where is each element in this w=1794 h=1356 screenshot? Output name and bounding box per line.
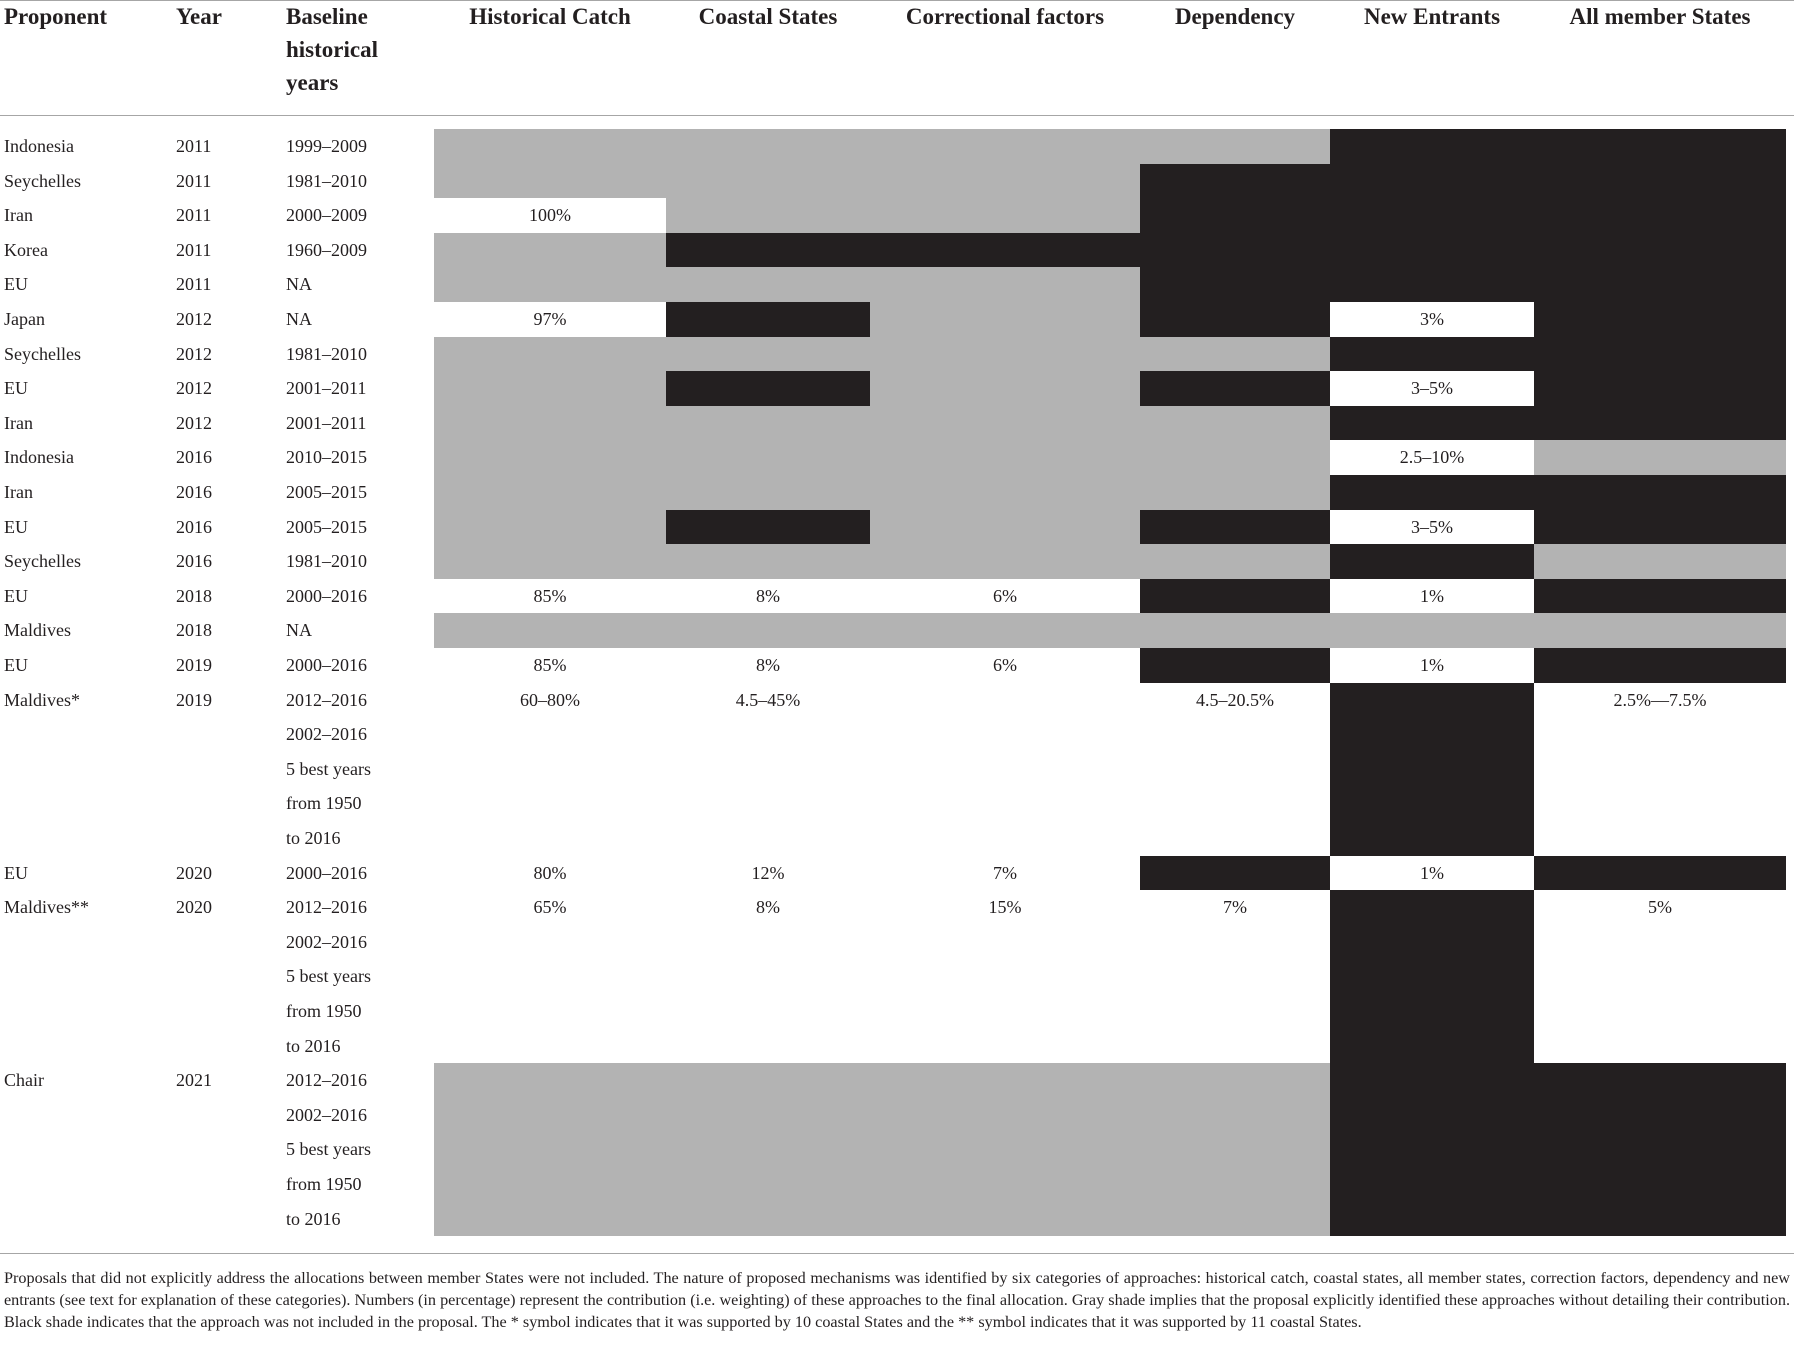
cell-new-entrants	[1330, 129, 1534, 164]
cell-all-member-states	[1534, 302, 1786, 337]
cell-value-dependency: 7%	[1223, 897, 1247, 918]
cell-all-member-states	[1534, 198, 1786, 233]
cell-proponent: Japan	[4, 309, 45, 329]
cell-coastal-states	[666, 198, 870, 233]
cell-proponent: Maldives*	[4, 689, 80, 710]
cell-value-dependency: 4.5–20.5%	[1196, 689, 1274, 710]
cell-coastal-states	[666, 233, 870, 268]
cell-baseline: 2002–2016	[286, 931, 367, 952]
cell-value-coastal-states: 8%	[756, 655, 780, 675]
cell-new-entrants	[1330, 613, 1534, 648]
cell-new-entrants	[1330, 406, 1534, 441]
cell-coastal-states	[666, 337, 870, 372]
cell-value-correctional-factors: 15%	[988, 897, 1022, 918]
cell-value-historical-catch: 85%	[533, 585, 567, 606]
cell-correctional-factors	[870, 613, 1140, 648]
cell-value-historical-catch: 80%	[533, 862, 567, 883]
cell-historical-catch	[434, 406, 666, 441]
cell-value-all-member-states: 5%	[1648, 897, 1672, 918]
cell-year: 2011	[176, 274, 212, 295]
cell-historical-catch	[434, 371, 666, 406]
cell-dependency	[1140, 129, 1330, 164]
cell-proponent: Korea	[4, 239, 48, 260]
cell-year: 2016	[176, 516, 212, 537]
cell-correctional-factors	[870, 544, 1140, 579]
cell-baseline: 2005–2015	[286, 482, 367, 502]
cell-dependency	[1140, 233, 1330, 268]
cell-proponent: Iran	[4, 205, 33, 226]
cell-historical-catch	[434, 337, 666, 372]
col-header-baseline: Baseline historical years	[286, 4, 378, 95]
cell-proponent: Maldives	[4, 620, 71, 641]
cell-historical-catch	[434, 164, 666, 199]
cell-year: 2011	[176, 239, 212, 260]
cell-year: 2011	[176, 136, 212, 156]
col-header-all-member-states: All member States	[1569, 4, 1751, 29]
cell-correctional-factors	[870, 510, 1140, 545]
cell-year: 2012	[176, 309, 212, 329]
cell-value-correctional-factors: 7%	[993, 862, 1017, 883]
cell-new-entrants	[1330, 1063, 1534, 1236]
cell-all-member-states	[1534, 233, 1786, 268]
col-header-proponent: Proponent	[4, 4, 108, 29]
cell-year: 2012	[176, 412, 212, 433]
cell-coastal-states	[666, 475, 870, 510]
cell-dependency	[1140, 337, 1330, 372]
cell-new-entrants	[1330, 267, 1534, 302]
cell-proponent: Iran	[4, 482, 33, 502]
col-header-year: Year	[176, 4, 222, 29]
cell-value-historical-catch: 97%	[533, 309, 567, 329]
cell-all-member-states	[1534, 406, 1786, 441]
cell-proponent: Indonesia	[4, 136, 74, 156]
cell-all-member-states	[1534, 1063, 1786, 1236]
cell-historical-catch	[434, 544, 666, 579]
cell-coastal-states	[666, 129, 870, 164]
cell-baseline: to 2016	[286, 828, 341, 848]
cell-year: 2018	[176, 620, 212, 641]
cell-proponent: Maldives**	[4, 897, 89, 918]
cell-dependency	[1140, 613, 1330, 648]
cell-year: 2016	[176, 482, 212, 502]
cell-baseline: 2000–2016	[286, 655, 367, 675]
col-header-correctional-factors: Correctional factors	[905, 4, 1105, 29]
cell-correctional-factors	[870, 1063, 1140, 1236]
cell-value-coastal-states: 4.5–45%	[735, 689, 801, 710]
cell-value-new-entrants: 1%	[1420, 585, 1444, 606]
cell-proponent: Seychelles	[4, 343, 81, 364]
cell-dependency	[1140, 648, 1330, 683]
cell-proponent: EU	[4, 862, 28, 883]
cell-year: 2011	[176, 170, 212, 191]
cell-new-entrants	[1330, 890, 1534, 1063]
cell-historical-catch	[434, 1063, 666, 1236]
cell-baseline: 1960–2009	[286, 239, 367, 260]
cell-coastal-states	[666, 613, 870, 648]
cell-all-member-states	[1534, 475, 1786, 510]
cell-value-all-member-states: 2.5%—7.5%	[1613, 689, 1707, 710]
cell-proponent: Seychelles	[4, 551, 81, 572]
cell-baseline: 2002–2016	[286, 1104, 367, 1125]
cell-baseline: to 2016	[286, 1208, 341, 1229]
cell-all-member-states	[1534, 267, 1786, 302]
cell-coastal-states	[666, 371, 870, 406]
cell-baseline: 1981–2010	[286, 170, 367, 191]
cell-baseline: 2012–2016	[286, 689, 367, 710]
cell-all-member-states	[1534, 129, 1786, 164]
cell-coastal-states	[666, 544, 870, 579]
cell-all-member-states	[1534, 613, 1786, 648]
cell-baseline: 1981–2010	[286, 343, 367, 364]
cell-correctional-factors	[870, 164, 1140, 199]
cell-value-new-entrants: 1%	[1420, 655, 1444, 675]
cell-value-coastal-states: 8%	[756, 585, 780, 606]
cell-dependency	[1140, 371, 1330, 406]
cell-all-member-states	[1534, 371, 1786, 406]
cell-coastal-states	[666, 406, 870, 441]
cell-value-correctional-factors: 6%	[993, 655, 1017, 675]
cell-all-member-states	[1534, 648, 1786, 683]
cell-baseline: 2000–2016	[286, 862, 367, 883]
cell-proponent: EU	[4, 274, 28, 295]
cell-value-coastal-states: 8%	[756, 897, 780, 918]
cell-year: 2012	[176, 343, 212, 364]
table-bottom-rule	[0, 1253, 1794, 1254]
cell-dependency	[1140, 1063, 1330, 1236]
cell-correctional-factors	[870, 683, 1140, 856]
cell-correctional-factors	[870, 129, 1140, 164]
cell-year: 2019	[176, 655, 212, 675]
cell-new-entrants	[1330, 233, 1534, 268]
cell-coastal-states	[666, 164, 870, 199]
cell-baseline: 5 best years	[286, 758, 371, 779]
header-bottom-rule	[0, 115, 1794, 116]
cell-all-member-states	[1534, 337, 1786, 372]
cell-baseline: 2012–2016	[286, 897, 367, 918]
cell-all-member-states	[1534, 544, 1786, 579]
cell-year: 2020	[176, 862, 212, 883]
cell-new-entrants	[1330, 198, 1534, 233]
cell-dependency	[1140, 856, 1330, 891]
cell-value-new-entrants: 2.5–10%	[1399, 447, 1465, 468]
cell-correctional-factors	[870, 267, 1140, 302]
cell-value-historical-catch: 85%	[533, 655, 567, 675]
cell-year: 2020	[176, 897, 212, 918]
cell-new-entrants	[1330, 544, 1534, 579]
cell-correctional-factors	[870, 337, 1140, 372]
cell-baseline: from 1950	[286, 1174, 362, 1194]
cell-dependency	[1140, 267, 1330, 302]
cell-historical-catch	[434, 475, 666, 510]
cell-year: 2016	[176, 447, 212, 468]
cell-all-member-states	[1534, 164, 1786, 199]
cell-baseline: 5 best years	[286, 1139, 371, 1160]
table-footnote: Proposals that did not explicitly address the allocations between member States were not included. The nature of proposed mechanisms was identified by six categories of approaches: historical catch, coastal states, all member states, correction factors, dependency and new entrants (see text for explanation of these categories). Numbers (in percentage) represent the contribution (i.e. weighting) of these approaches to the final allocation. Gray shade implies that the proposal explicitly identified these approaches without detailing their contribution. Black shade indicates that the approach was not included in the proposal. The * symbol indicates that it was supported by 10 coastal States and the ** symbol indicates that it was supported by 11 coastal States.	[4, 1269, 1790, 1331]
cell-dependency	[1140, 544, 1330, 579]
cell-value-correctional-factors: 6%	[993, 585, 1017, 606]
cell-new-entrants	[1330, 164, 1534, 199]
cell-proponent: Chair	[4, 1070, 44, 1091]
cell-historical-catch	[434, 129, 666, 164]
cell-all-member-states	[1534, 579, 1786, 614]
cell-baseline: 2002–2016	[286, 724, 367, 745]
cell-proponent: EU	[4, 378, 28, 399]
cell-proponent: Iran	[4, 412, 33, 433]
cell-baseline: 2005–2015	[286, 516, 367, 537]
cell-historical-catch	[434, 510, 666, 545]
cell-dependency	[1140, 475, 1330, 510]
cell-dependency	[1140, 164, 1330, 199]
cell-new-entrants	[1330, 337, 1534, 372]
cell-correctional-factors	[870, 406, 1140, 441]
cell-baseline: 2001–2011	[286, 412, 367, 433]
cell-baseline: to 2016	[286, 1035, 341, 1056]
cell-correctional-factors	[870, 302, 1140, 337]
cell-historical-catch	[434, 440, 666, 475]
cell-coastal-states	[666, 267, 870, 302]
cell-all-member-states	[1534, 856, 1786, 891]
cell-baseline: from 1950	[286, 1001, 362, 1021]
cell-correctional-factors	[870, 198, 1140, 233]
cell-value-historical-catch: 60–80%	[520, 689, 580, 710]
cell-year: 2016	[176, 551, 212, 572]
cell-baseline: 1981–2010	[286, 551, 367, 572]
cell-proponent: Seychelles	[4, 170, 81, 191]
cell-year: 2018	[176, 585, 212, 606]
cell-year: 2011	[176, 205, 212, 226]
cell-year: 2019	[176, 689, 212, 710]
cell-year: 2012	[176, 378, 212, 399]
cell-dependency	[1140, 198, 1330, 233]
cell-baseline: 1999–2009	[286, 136, 367, 156]
cell-baseline: NA	[286, 620, 312, 641]
cell-new-entrants	[1330, 475, 1534, 510]
cell-proponent: EU	[4, 516, 28, 537]
cell-proponent: EU	[4, 585, 28, 606]
col-header-dependency: Dependency	[1174, 4, 1296, 29]
cell-baseline: from 1950	[286, 793, 362, 814]
cell-dependency	[1140, 579, 1330, 614]
cell-historical-catch	[434, 613, 666, 648]
cell-baseline: NA	[286, 309, 312, 329]
cell-new-entrants	[1330, 683, 1534, 856]
col-header-new-entrants: New Entrants	[1363, 4, 1501, 29]
cell-value-historical-catch: 100%	[529, 205, 571, 226]
cell-baseline: 2012–2016	[286, 1070, 367, 1091]
cell-baseline: 2010–2015	[286, 447, 367, 468]
cell-value-new-entrants: 3–5%	[1411, 516, 1453, 537]
cell-coastal-states	[666, 510, 870, 545]
cell-year: 2021	[176, 1070, 212, 1091]
cell-value-historical-catch: 65%	[533, 897, 567, 918]
cell-correctional-factors	[870, 233, 1140, 268]
cell-historical-catch	[434, 233, 666, 268]
cell-historical-catch	[434, 267, 666, 302]
cell-value-new-entrants: 1%	[1420, 862, 1444, 883]
cell-baseline: 2000–2009	[286, 205, 367, 226]
cell-baseline: NA	[286, 274, 312, 295]
cell-correctional-factors	[870, 475, 1140, 510]
cell-all-member-states	[1534, 510, 1786, 545]
cell-baseline: 2000–2016	[286, 585, 367, 606]
cell-coastal-states	[666, 302, 870, 337]
cell-value-coastal-states: 12%	[751, 862, 785, 883]
cell-baseline: 5 best years	[286, 966, 371, 987]
cell-coastal-states	[666, 440, 870, 475]
cell-value-new-entrants: 3–5%	[1411, 378, 1453, 399]
cell-correctional-factors	[870, 371, 1140, 406]
col-header-coastal-states: Coastal States	[698, 4, 838, 29]
cell-correctional-factors	[870, 440, 1140, 475]
cell-dependency	[1140, 406, 1330, 441]
cell-baseline: 2001–2011	[286, 378, 367, 399]
cell-value-new-entrants: 3%	[1420, 309, 1444, 329]
cell-all-member-states	[1534, 440, 1786, 475]
col-header-historical-catch: Historical Catch	[469, 4, 631, 29]
cell-dependency	[1140, 440, 1330, 475]
cell-proponent: EU	[4, 655, 28, 675]
cell-proponent: Indonesia	[4, 447, 74, 468]
cell-dependency	[1140, 302, 1330, 337]
cell-dependency	[1140, 510, 1330, 545]
cell-coastal-states	[666, 1063, 870, 1236]
